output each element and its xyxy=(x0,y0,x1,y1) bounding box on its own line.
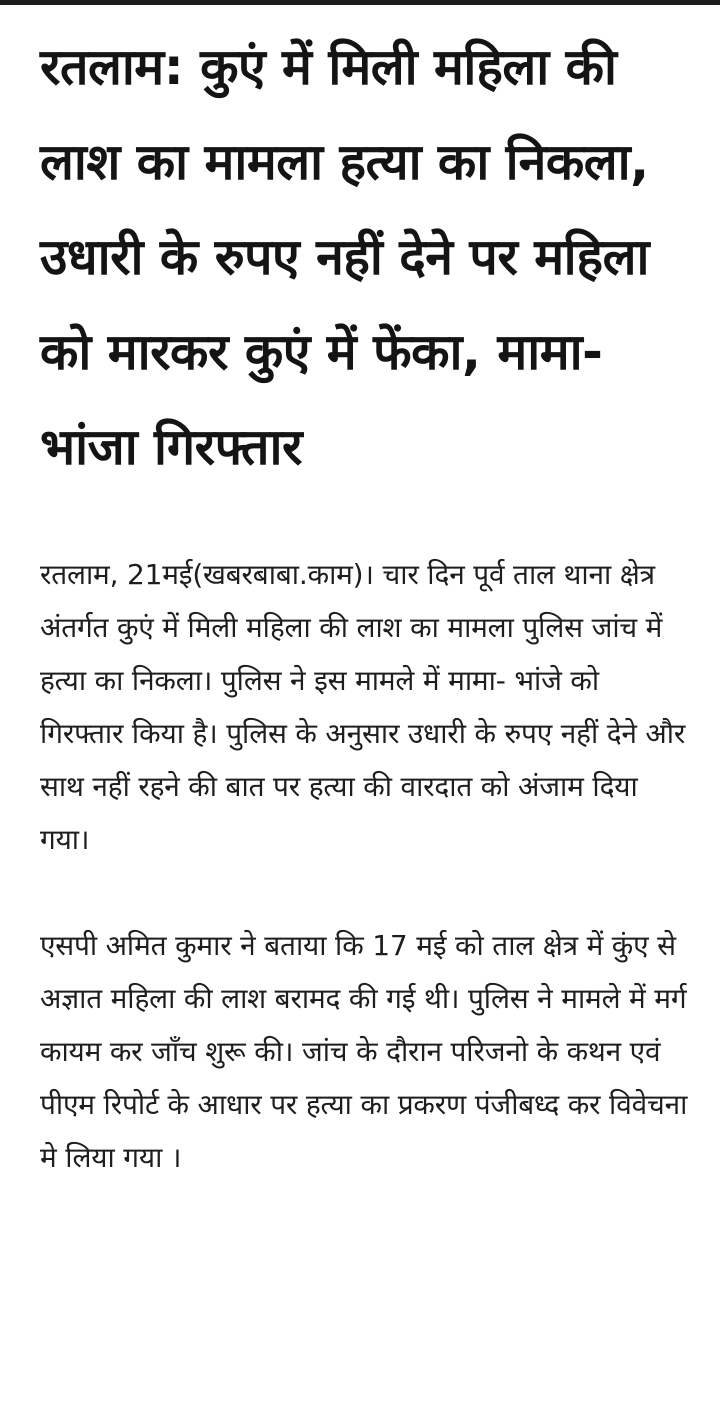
article-paragraph-2: एसपी अमित कुमार ने बताया कि 17 मई को ताल क्षेत्र में कुंए से अज्ञात महिला की लाश बरामद की गई थी। पुलिस ने मामले में मर्ग कायम कर जाँच शुरू की। जांच के दौरान परिजनो के कथन एवं पीएम रिपोर्ट के आधार पर हत्या का प्रकरण पंजीबध्द कर विवेचना मे लिया गया । xyxy=(40,929,688,1174)
top-divider-bar xyxy=(0,0,720,5)
article-headline: रतलाम: कुएं में मिली महिला की लाश का मामला हत्या का निकला, उधारी के रुपए नहीं देने पर महिला को मारकर कुएं में फेंका, मामा-भांजा गिरफ्तार xyxy=(40,38,649,476)
news-article xyxy=(40,20,690,1184)
article-paragraph-1: रतलाम, 21मई(खबरबाबा.काम)। चार दिन पूर्व ताल थाना क्षेत्र अंतर्गत कुएं में मिली महिला की लाश का मामला पुलिस जांच में हत्या का निकला। पुलिस ने इस मामले में मामा- भांजे को गिरफ्तार किया है। पुलिस के अनुसार उधारी के रुपए नहीं देने और साथ नहीं रहने की बात पर हत्या की वारदात को अंजाम दिया गया। xyxy=(40,558,686,856)
